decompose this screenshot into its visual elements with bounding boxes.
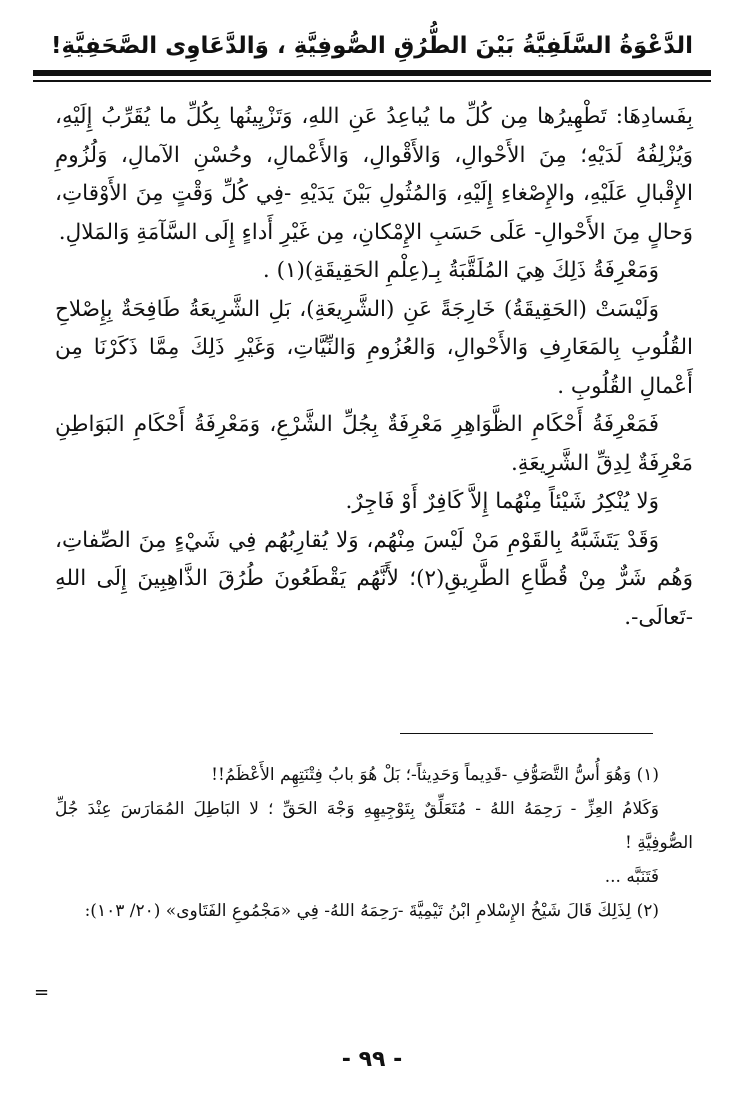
footnote-line: (١) وَهُوَ أُسُّ التَّصَوُّفِ -قَدِيماً وَحَدِيثاً-؛ بَلْ هُوَ بابُ فِتْنَتِهِم الأَعْظَمُ!! (211, 765, 659, 785)
page-number: - ٩٩ - (341, 1047, 403, 1072)
paragraph: فَمَعْرِفَةُ أَحْكَامِ الظَّوَاهِرِ مَعْرِفَةٌ بِجُلِّ الشَّرْعِ، وَمَعْرِفَةُ أَحْكَامِ البَوَاطِنِ مَعْرِفَةٌ لِدِقِّ الشَّرِيعَةِ. (55, 412, 693, 476)
footnotes (55, 758, 693, 928)
main-text (55, 98, 693, 637)
paragraph: وَلَيْسَتْ (الحَقِيقَةُ) خَارِجَةً عَنِ (الشَّرِيعَةِ)، بَلِ الشَّرِيعَةُ طَافِحَةٌ بِإِصْلاحِ القُلُوبِ بِالمَعَارِفِ وَالأَحْوالِ، وَالعُزُومِ وَالنِّيَّاتِ، وَغَيْرِ ذَلِكَ مِمَّا ذَكَرْنَا مِن أَعْمالِ القُلُوبِ . (55, 296, 693, 399)
paragraph: وَلا يُنْكِرُ شَيْئاً مِنْهُما إِلاَّ كَافِرٌ أَوْ فَاجِرٌ. (345, 489, 659, 514)
header-rule-thin (33, 80, 711, 82)
footnote-separator (400, 733, 653, 734)
footnote-line: فَتَنَبَّه ... (604, 867, 659, 887)
header-rule-thick (33, 70, 711, 76)
footnote-continuation-mark: = (34, 982, 50, 1003)
paragraph: بِفَسادِهَا: تَطْهِيرُها مِن كُلِّ ما يُباعِدُ عَنِ اللهِ، وَتَزْيِينُها بِكُلِّ ما يُقَرِّبُ إِلَيْهِ، وَيُزْلِفُهُ لَدَيْهِ؛ مِنَ الأَحْوالِ، وَالأَقْوالِ، وَالأَعْمالِ، وحُسْنِ الآمالِ، وَلُزُومِ الإِقْبالِ عَلَيْهِ، والإِصْغاءِ إِلَيْهِ، وَالمُثُولِ بَيْنَ يَدَيْهِ -فِي كُلِّ وَقْتٍ مِنَ الأَوْقاتِ، وَحالٍ مِنَ الأَحْوالِ- عَلَى حَسَبِ الإِمْكانِ، مِن غَيْرِ أَداءٍ إِلَى السَّآمَةِ وَالمَلالِ. (55, 104, 693, 245)
footnote-line: (٢) لِذَلِكَ قَالَ شَيْخُ الإِسْلامِ ابْنُ تَيْمِيَّةَ -رَحِمَهُ اللهُ- فِي «مَجْمُوعِ الفَتَاوى» (٢٠/ ١٠٣): (84, 901, 659, 921)
paragraph: وَمَعْرِفَةُ ذَلِكَ هِيَ المُلَقَّبَةُ بِـ(عِلْمِ الحَقِيقَةِ)(١) . (262, 258, 659, 283)
paragraph: وَقَدْ يَتَشَبَّهُ بِالقَوْمِ مَنْ لَيْسَ مِنْهُم، وَلا يُقارِبُهُم فِي شَيْءٍ مِنَ الصِّفاتِ، وَهُم شَرٌّ مِنْ قُطَّاعِ الطَّرِيقِ(٢)؛ لأَنَّهُم يَقْطَعُونَ طُرُقَ الذَّاهِبِينَ إِلَى اللهِ -تَعالَى-. (55, 527, 693, 630)
running-title: الدَّعْوَةُ السَّلَفِيَّةُ بَيْنَ الطُّرُقِ الصُّوفِيَّةِ ، وَالدَّعَاوِى الصَّحَفِيَّةِ! (51, 33, 693, 59)
footnote-line: وَكَلامُ العِزِّ - رَحِمَهُ اللهُ - مُتَعَلِّقٌ بِتَوْجِيهِهِ وَجْهَ الحَقِّ ؛ لا البَاطِلَ المُمَارَسَ عِنْدَ جُلِّ الصُّوفِيَّةِ ! (55, 799, 693, 853)
